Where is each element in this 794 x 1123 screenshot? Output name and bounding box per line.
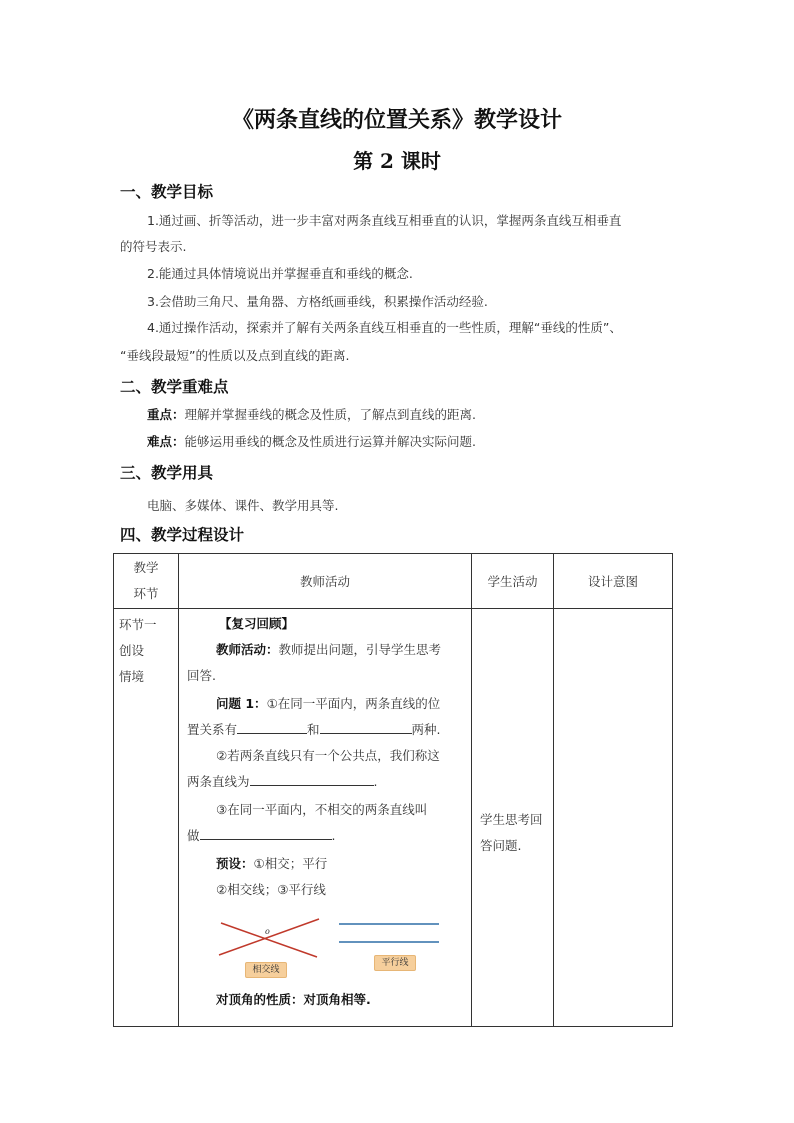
difficult-point [147, 434, 476, 450]
process-table [113, 553, 673, 1027]
preset-text-1: ①相交；平行 [253, 856, 328, 871]
section-heading-objectives: 一、教学目标 [120, 183, 214, 201]
objective-4-line-1: 4.通过操作活动，探索并了解有关两条直线互相垂直的一些性质，理解“垂线的性质”、 [147, 320, 622, 335]
header-student: 学生活动 [472, 554, 554, 609]
student-activity-line-2: 答问题. [480, 838, 522, 853]
answer-blank [200, 827, 332, 840]
document-title: 《两条直线的位置关系》教学设计 [231, 107, 562, 133]
q1-text-a: 置关系有 [187, 722, 238, 737]
key-point-label: 重点： [147, 407, 185, 422]
key-point [147, 407, 476, 423]
objective-1-line-2: 的符号表示. [120, 239, 187, 254]
document-subtitle: 第 2 课时 [353, 149, 441, 173]
q2-text-b: . [373, 774, 378, 789]
section-heading-keypoints: 二、教学重难点 [120, 378, 229, 396]
preset-line-2: ②相交线；③平行线 [216, 882, 326, 897]
question-3-line-1: ③在同一平面内，不相交的两条直线叫 [216, 802, 428, 817]
answer-blank [237, 721, 307, 734]
teacher-activity-text: 教师提出问题，引导学生思考 [278, 642, 442, 657]
objective-1-line-1: 1.通过画、折等活动，进一步丰富对两条直线互相垂直的认识，掌握两条直线互相垂直 [147, 213, 622, 228]
intersecting-line-2 [219, 919, 319, 955]
header-stage-line-1: 教学 [133, 560, 159, 575]
objective-4-line-2: “垂线段最短”的性质以及点到直线的距离. [120, 348, 350, 363]
parallel-lines-tag: 平行线 [374, 955, 416, 971]
question-1-line-2 [187, 717, 441, 743]
vertical-angle-property: 对顶角的性质：对顶角相等. [216, 992, 371, 1007]
header-stage [114, 554, 179, 609]
q2-text-a: 两条直线为 [187, 774, 250, 789]
header-intent: 设计意图 [554, 554, 673, 609]
question-1-text: ①在同一平面内，两条直线的位 [266, 696, 441, 711]
preset-line-1 [216, 851, 327, 877]
review-title: 【复习回顾】 [219, 616, 295, 631]
q1-text-c: 两种. [411, 722, 441, 737]
preset-label: 预设： [216, 856, 254, 871]
answer-blank [320, 721, 412, 734]
row1-stage-line-3: 情境 [119, 669, 145, 684]
row1-stage-line-1: 环节一 [119, 617, 157, 632]
row1-student-cell [472, 609, 554, 1027]
table-header-row [114, 554, 673, 609]
row1-teacher-cell [179, 609, 472, 1027]
question-1-label: 问题 1： [216, 696, 267, 711]
row1-stage-line-2: 创设 [119, 643, 145, 658]
teacher-activity-line-2: 回答. [187, 668, 216, 683]
answer-blank [250, 773, 374, 786]
section-heading-tools: 三、教学用具 [120, 464, 214, 482]
teacher-activity-label: 教师活动： [216, 642, 279, 657]
question-2-line-2 [187, 769, 378, 795]
key-point-text: 理解并掌握垂线的概念及性质，了解点到直线的距离. [184, 407, 476, 422]
intersecting-lines-tag: 相交线 [245, 962, 287, 978]
objective-3: 3.会借助三角尺、量角器、方格纸画垂线，积累操作活动经验. [147, 294, 488, 309]
objective-2: 2.能通过具体情境说出并掌握垂直和垂线的概念. [147, 266, 413, 281]
q3-text-b: . [331, 828, 336, 843]
header-teacher: 教师活动 [179, 554, 472, 609]
section-heading-process: 四、教学过程设计 [120, 526, 245, 544]
student-activity-line-1: 学生思考回 [480, 812, 543, 827]
question-2-line-1: ②若两条直线只有一个公共点，我们称这 [216, 748, 440, 763]
question-3-line-2 [187, 823, 336, 849]
question-1-line-1 [216, 691, 440, 717]
tools-text: 电脑、多媒体、课件、教学用具等. [147, 498, 339, 513]
table-row [114, 609, 673, 1027]
difficult-point-label: 难点： [147, 434, 185, 449]
q1-text-b: 和 [307, 722, 320, 737]
q3-text-a: 做 [187, 828, 200, 843]
intersection-point-label: o [265, 927, 270, 936]
teacher-activity-line-1 [216, 637, 441, 663]
row1-stage-cell [114, 609, 179, 1027]
header-stage-line-2: 环节 [133, 586, 159, 601]
difficult-point-text: 能够运用垂线的概念及性质进行运算并解决实际问题. [184, 434, 476, 449]
row1-intent-cell [554, 609, 673, 1027]
